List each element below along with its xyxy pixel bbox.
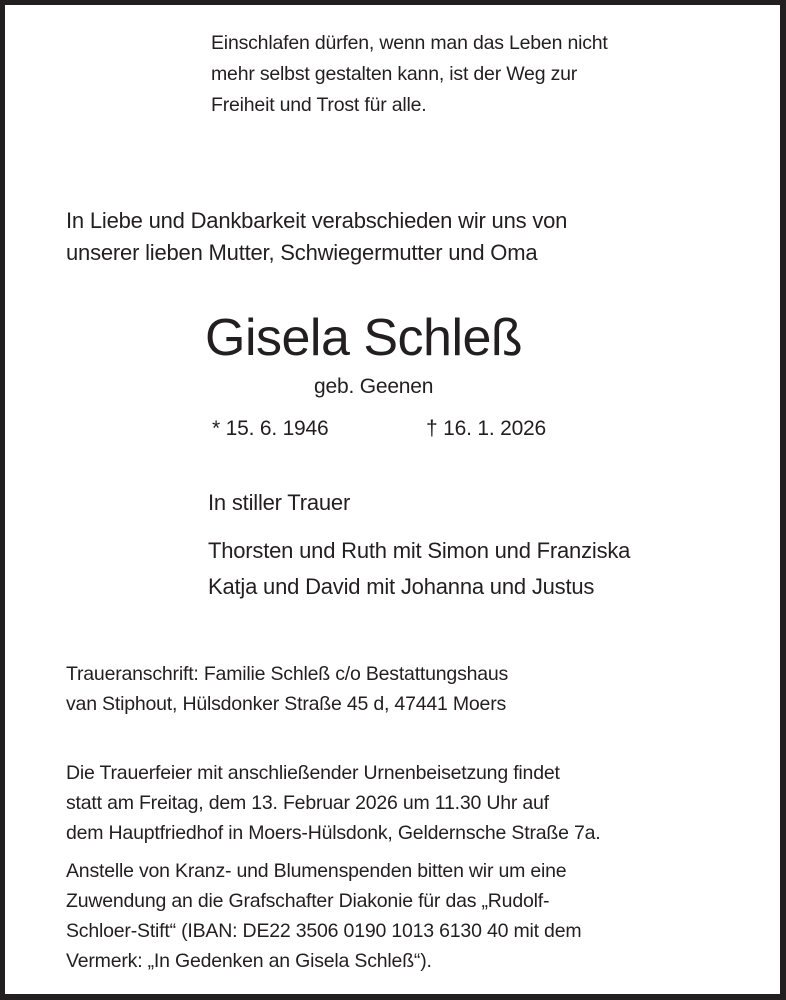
ceremony-line: statt am Freitag, dem 13. Februar 2026 um 11.30 Uhr auf xyxy=(66,792,549,814)
mourner-family: Katja und David mit Johanna und Justus xyxy=(208,574,595,599)
donation-line: Zuwendung an die Grafschafter Diakonie für das „Rudolf- xyxy=(66,890,550,912)
mourner-family: Thorsten und Ruth mit Simon und Franziska xyxy=(208,538,631,563)
intro-line: unserer lieben Mutter, Schwiegermutter und Oma xyxy=(66,240,538,265)
quote-line: mehr selbst gestalten kann, ist der Weg zur xyxy=(211,63,578,85)
maiden-name: geb. Geenen xyxy=(314,375,434,398)
donation-line: Anstelle von Kranz- und Blumenspenden bitten wir um eine xyxy=(66,860,567,882)
death-date: † 16. 1. 2026 xyxy=(426,417,547,440)
address-line: Traueranschrift: Familie Schleß c/o Bestattungshaus xyxy=(66,663,509,685)
quote-line: Einschlafen dürfen, wenn man das Leben nicht xyxy=(211,32,608,54)
intro-line: In Liebe und Dankbarkeit verabschieden wir uns von xyxy=(66,208,568,233)
obituary-card xyxy=(5,5,780,994)
birth-date: * 15. 6. 1946 xyxy=(212,417,329,440)
donation-line: Vermerk: „In Gedenken an Gisela Schleß“). xyxy=(66,950,432,972)
ceremony-line: Die Trauerfeier mit anschließender Urnenbeisetzung findet xyxy=(66,762,560,784)
quote-line: Freiheit und Trost für alle. xyxy=(211,94,427,116)
ceremony-line: dem Hauptfriedhof in Moers-Hülsdonk, Geldernsche Straße 7a. xyxy=(66,822,601,844)
address-line: van Stiphout, Hülsdonker Straße 45 d, 47441 Moers xyxy=(66,693,507,715)
deceased-name: Gisela Schleß xyxy=(205,309,523,367)
donation-line: Schloer-Stift“ (IBAN: DE22 3506 0190 1013 6130 40 mit dem xyxy=(66,920,582,942)
mourners-heading: In stiller Trauer xyxy=(208,490,351,515)
